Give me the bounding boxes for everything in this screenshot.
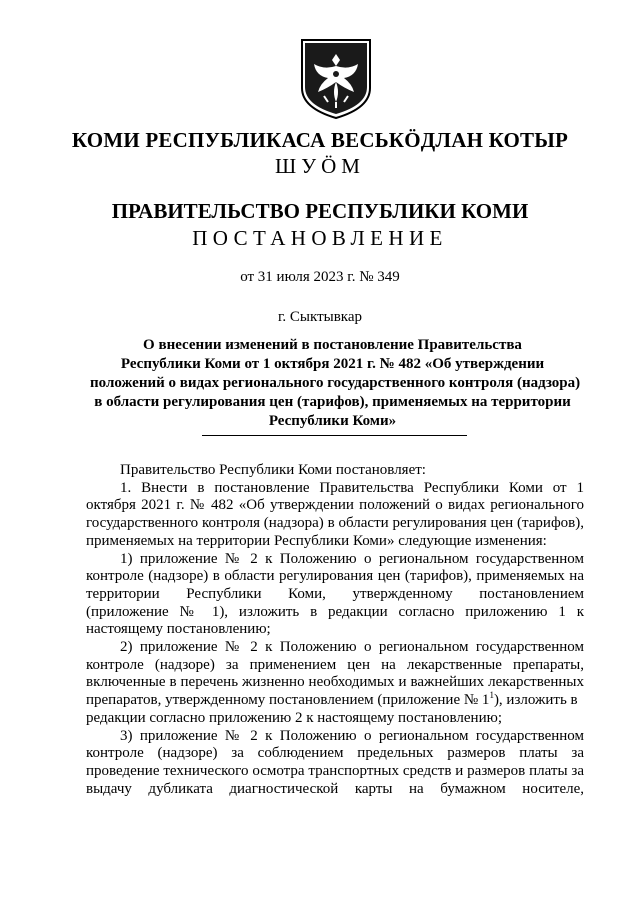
subject-line: Республики Коми от 1 октября 2021 г. № 482 «Об утверждении (120, 356, 545, 372)
body-line: редакции согласно приложению 2 к настоящему постановлению; (86, 709, 502, 726)
document-city: г. Сыктывкар (277, 309, 363, 325)
document-date-number: от 31 июля 2023 г. № 349 (240, 269, 400, 285)
body-line: 2) приложение № 2 к Положению о региональном государственном (120, 639, 584, 656)
body-line: контроле (надзоре) в области регулирования цен (тарифов), применяемых на (86, 568, 584, 585)
body-line (86, 692, 584, 710)
body-line: применяемых на территории Республики Коми» следующие изменения: (86, 532, 547, 549)
subject-line: О внесении изменений в постановление Правительства (143, 337, 522, 353)
body-line: выдачу дубликата диагностической карты на бумажном носителе, (86, 780, 584, 797)
document-type: ПОСТАНОВЛЕНИЕ (192, 226, 448, 250)
body-line-part: препаратов, утвержденному постановлением (приложение № 1 (86, 692, 490, 709)
body-line: территории Республики Коми, утвержденному постановлением (86, 585, 584, 602)
subject-line: в области регулирования цен (тарифов), применяемых на территории (94, 394, 571, 410)
body-line: контроле (надзоре) за соблюдением предельных размеров платы за (86, 745, 584, 762)
subject-line: положений о видах регионального государственного контроля (надзора) (90, 375, 581, 391)
subject-line: Республики Коми» (268, 413, 397, 429)
body-line: настоящему постановлению; (86, 621, 271, 638)
body-line: контроле (надзоре) за применением цен на лекарственные препараты, (86, 656, 584, 673)
body-line: включенные в перечень жизненно необходимых и важнейших лекарственных (86, 674, 584, 691)
body-line: (приложение № 1), изложить в редакции согласно приложению 1 к (86, 603, 584, 620)
body-line: 1. Внести в постановление Правительства Республики Коми от 1 (120, 479, 584, 496)
komi-government-title: КОМИ РЕСПУБЛИКАСА ВЕСЬКÖДЛАН КОТЫР (71, 128, 569, 152)
body-line: проведение технического осмотра транспортных средств и размеров платы за (86, 762, 584, 779)
document-subject (90, 336, 581, 431)
body-line: Правительство Республики Коми постановляет: (120, 462, 426, 478)
body-line: 1) приложение № 2 к Положению о региональном государственном (120, 550, 584, 567)
document-body (86, 462, 584, 798)
government-title: ПРАВИТЕЛЬСТВО РЕСПУБЛИКИ КОМИ (111, 199, 529, 223)
body-line: 3) приложение № 2 к Положению о региональном государственном (120, 727, 584, 744)
subject-divider (202, 435, 467, 436)
body-line: государственного контроля (надзора) в области регулирования цен (тарифов), (86, 515, 584, 532)
body-line-part: ), изложить в (493, 692, 578, 709)
body-line: октября 2021 г. № 482 «Об утверждении положений о видах регионального (86, 497, 584, 514)
superscript-number: 1 (489, 690, 494, 701)
komi-document-type: ШУÖМ (275, 154, 365, 178)
komi-coat-of-arms-icon (298, 36, 374, 120)
